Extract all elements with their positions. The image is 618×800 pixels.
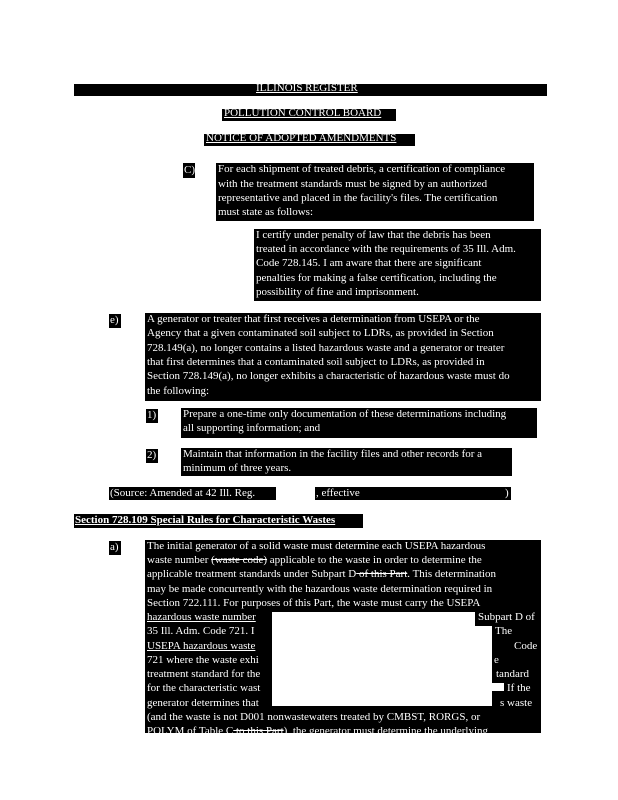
item-a-line — [147, 724, 488, 739]
certification-line: possibility of fine and imprisonment. — [256, 286, 419, 298]
item-a-line: Code — [514, 640, 538, 652]
item-e2-line: minimum of three years. — [183, 462, 292, 474]
item-c-marker: C) — [184, 164, 195, 176]
item-c-line: must state as follows: — [218, 206, 314, 218]
item-e1-marker: 1) — [147, 409, 157, 421]
source-effective: , effective — [316, 487, 360, 499]
item-a-line: Subpart D of — [478, 611, 535, 623]
item-a-line: s waste — [500, 697, 533, 709]
item-a-text: . This determination — [407, 568, 496, 580]
header-board: POLLUTION CONTROL BOARD — [224, 107, 382, 119]
source-suffix: ) — [505, 487, 509, 499]
item-a-line: tandard — [496, 668, 529, 680]
item-a-text: POLYM of Table C — [147, 725, 234, 737]
certification-line: I certify under penalty of law that the debris has been — [256, 229, 491, 241]
item-c-line: representative and placed in the facility's files. The certification — [218, 192, 498, 204]
item-e-line: A generator or treater that first receives a determination from USEPA or the — [147, 313, 480, 325]
item-a-line: 35 Ill. Adm. Code 721. I — [147, 625, 255, 637]
item-a-struck-text: to this Part — [233, 725, 284, 737]
item-a-line: If the — [507, 682, 531, 694]
item-e2-marker: 2) — [147, 449, 157, 461]
item-a-line: hazardous waste number — [147, 611, 256, 623]
certification-line: treated in accordance with the requirements of 35 Ill. Adm. — [256, 243, 516, 255]
item-e-line: the following: — [147, 385, 210, 397]
item-a-line: (and the waste is not D001 nonwastewaters treated by CMBST, RORGS, or — [147, 711, 481, 723]
item-a-line — [147, 567, 496, 582]
item-e1-line: Prepare a one-time only documentation of these determinations including — [183, 408, 507, 420]
redaction-area — [272, 612, 475, 626]
item-a-text: ), the generator must determine the underlying — [283, 725, 489, 737]
item-a-line: may be made concurrently with the hazardous waste determination required in — [147, 583, 493, 595]
source-prefix: (Source: Amended at 42 Ill. Reg. — [110, 487, 256, 499]
certification-line: Code 728.145. I am aware that there are significant — [256, 257, 482, 269]
item-a-text: applicable treatment standards under Subpart D — [147, 568, 357, 580]
redaction-area — [272, 626, 492, 706]
item-a-line: USEPA hazardous waste — [147, 640, 256, 652]
item-c-line: with the treatment standards must be signed by an authorized — [218, 178, 488, 190]
item-a-line: 721 where the waste exhi — [147, 654, 259, 666]
item-e1-line: all supporting information; and — [183, 422, 321, 434]
item-e-line: Agency that a given contaminated soil subject to LDRs, as provided in Section — [147, 327, 494, 339]
header-notice: NOTICE OF ADOPTED AMENDMENTS — [206, 132, 397, 144]
certification-line: penalties for making a false certification, including the — [256, 272, 497, 284]
item-e-line: that first determines that a contaminated soil subject to LDRs, as provided in — [147, 356, 485, 368]
redaction-area — [424, 683, 504, 691]
item-e-marker: e) — [110, 314, 119, 326]
item-e-line: 728.149(a), no longer contains a listed hazardous waste and a generator or treater — [147, 342, 505, 354]
item-a-line: Section 722.111. For purposes of this Part, the waste must carry the USEPA — [147, 597, 481, 609]
item-a-line — [147, 553, 482, 568]
item-a-text: waste number — [147, 554, 212, 566]
item-a-marker: a) — [110, 541, 119, 553]
item-a-struck-text: (waste code) — [211, 554, 268, 566]
section-heading: Section 728.109 Special Rules for Characteristic Wastes — [75, 514, 336, 526]
item-c-line: For each shipment of treated debris, a certification of compliance — [218, 163, 506, 175]
item-e2-line: Maintain that information in the facility files and other records for a — [183, 448, 483, 460]
header-register: ILLINOIS REGISTER — [256, 82, 358, 94]
item-a-text: applicable to the waste in order to determine the — [267, 554, 482, 566]
item-a-struck-text: of this Part — [356, 568, 408, 580]
item-a-line: e — [494, 654, 499, 666]
item-e-line: Section 728.149(a), no longer exhibits a characteristic of hazardous waste must do — [147, 370, 510, 382]
item-a-line: The initial generator of a solid waste must determine each USEPA hazardous — [147, 540, 486, 552]
item-a-line: The — [495, 625, 513, 637]
item-a-line: for the characteristic wast — [147, 682, 261, 694]
item-a-line: generator determines that — [147, 697, 259, 709]
item-a-line: treatment standard for the — [147, 668, 261, 680]
